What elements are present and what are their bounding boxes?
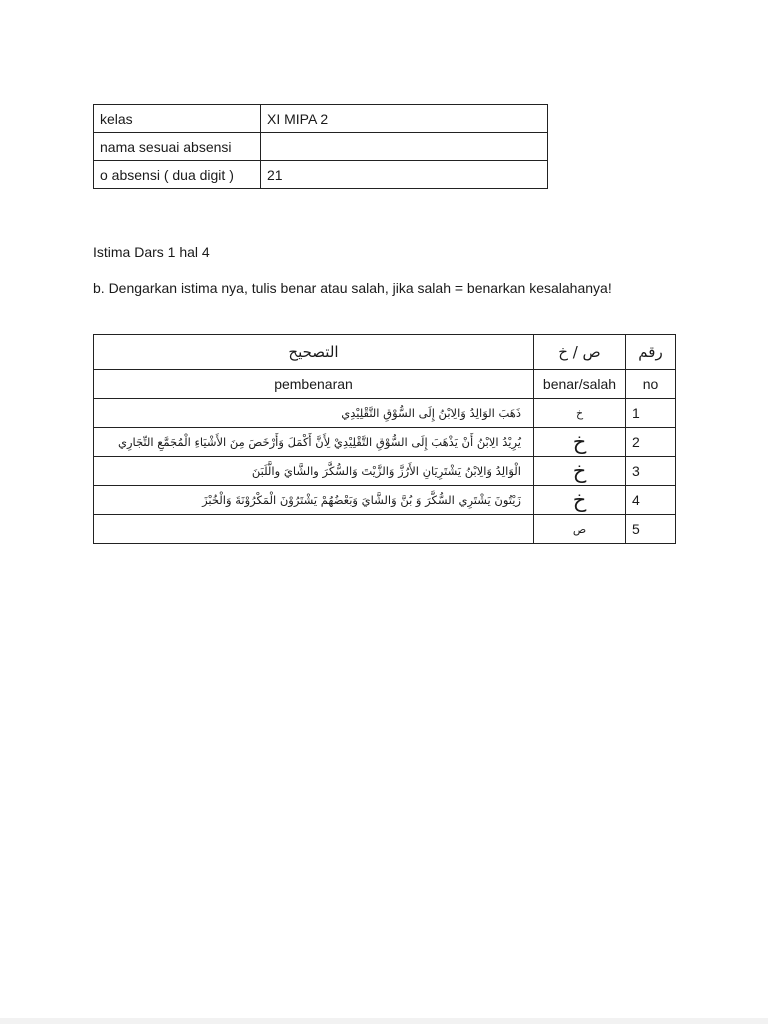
identity-value [261, 133, 548, 161]
header-number-latin: no [626, 370, 676, 399]
identity-row-class [94, 105, 548, 133]
mark-cell[interactable]: خ [534, 486, 626, 515]
correction-cell[interactable] [94, 457, 534, 486]
mark-cell[interactable]: خ [534, 457, 626, 486]
instruction-text: b. Dengarkan istima nya, tulis benar atau salah, jika salah = benarkan kesalahanya! [93, 280, 612, 296]
mark-cell[interactable]: خ [534, 399, 626, 428]
correction-text: ذَهَبَ الوَالِدُ وَالِابْنُ إِلَى السُّوْقِ التَّقْلِيْدِي [341, 406, 521, 420]
correction-cell[interactable] [94, 515, 534, 544]
identity-value: 21 [261, 161, 548, 189]
answer-row [94, 457, 676, 486]
identity-row-number [94, 161, 548, 189]
header-correction-arabic: التصحيح [94, 335, 534, 370]
row-number: 4 [626, 486, 676, 515]
page-bottom-edge [0, 1018, 768, 1024]
row-number: 3 [626, 457, 676, 486]
identity-row-name [94, 133, 548, 161]
correction-cell[interactable] [94, 399, 534, 428]
answer-row [94, 515, 676, 544]
section-heading: Istima Dars 1 hal 4 [93, 244, 210, 260]
answer-header-latin [94, 370, 676, 399]
answer-table [93, 334, 676, 544]
row-number: 2 [626, 428, 676, 457]
header-number-arabic: رقم [626, 335, 676, 370]
answer-row [94, 428, 676, 457]
row-number: 5 [626, 515, 676, 544]
identity-value: XI MIPA 2 [261, 105, 548, 133]
identity-label: kelas [94, 105, 261, 133]
header-benar-salah-arabic: ص / خ [534, 335, 626, 370]
mark-cell[interactable]: ص [534, 515, 626, 544]
header-correction-latin: pembenaran [94, 370, 534, 399]
header-benar-salah-latin: benar/salah [534, 370, 626, 399]
mark-cell[interactable]: خ [534, 428, 626, 457]
answer-header-arabic [94, 335, 676, 370]
answer-row [94, 486, 676, 515]
identity-label: o absensi ( dua digit ) [94, 161, 261, 189]
correction-text: الْوَالِدُ وَالِابْنُ يَشْتَرِيَانِ الأَرُزَّ وَالزَّيْتَ وَالسُّكَّرَ والشَّايَ والَّلَبَنَ [251, 464, 521, 478]
identity-label: nama sesuai absensi [94, 133, 261, 161]
answer-row [94, 399, 676, 428]
row-number: 1 [626, 399, 676, 428]
identity-table [93, 104, 548, 189]
correction-text: زَيْتُونَ يَشْتَرِي السُّكَّرَ وَ بُنَّ وَالشَّايَ وَبَعْضُهُمْ يَشْتَرُوْنَ الْمَكْرُوْنَةَ وَالْخُبْزَ [202, 493, 521, 507]
correction-cell[interactable] [94, 486, 534, 515]
correction-cell[interactable] [94, 428, 534, 457]
correction-text: يُرِيْدُ الِابْنُ أَنْ يَذْهَبَ إِلَى السُّوْقِ التَّقْلِيْدِيْ لِأَنَّ أَكْمَلَ وَأَرْخَصَ مِنَ الأَشْيَاءِ الْمُجَمَّعِ التِّجَارِي [117, 435, 521, 449]
